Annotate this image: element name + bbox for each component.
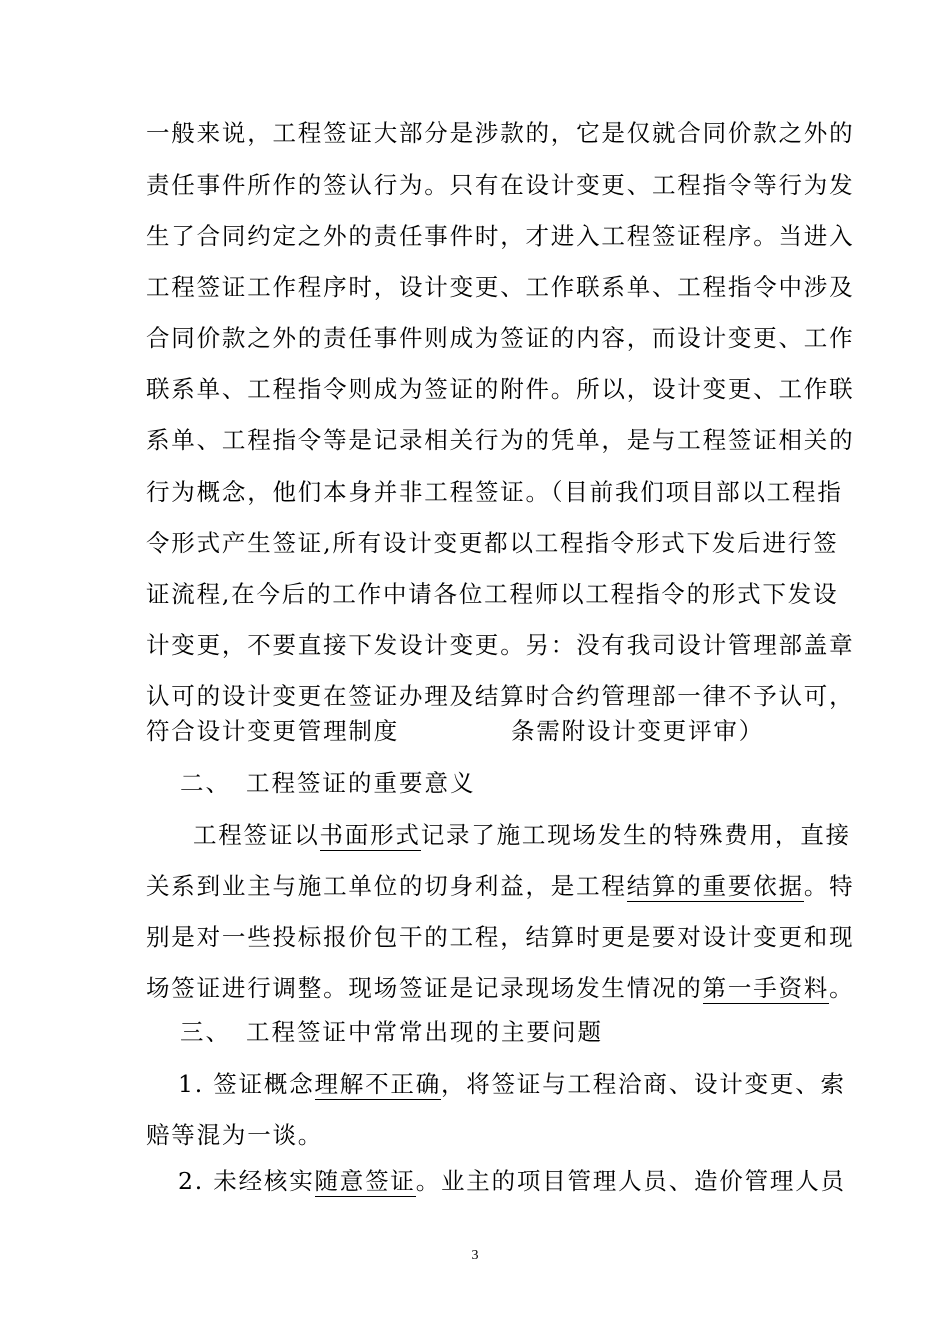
paragraph-line: 工程签证以书面形式记录了施工现场发生的特殊费用，直接 [193,821,851,849]
paragraph-line: 责任事件所作的签认行为。只有在设计变更、工程指令等行为发 [146,171,855,199]
paragraph-line: 行为概念，他们本身并非工程签证。（目前我们项目部以工程指 [146,478,843,506]
paragraph-line: 一般来说，工程签证大部分是涉款的，它是仅就合同价款之外的 [146,119,855,147]
underlined-term: 第一手资料 [702,974,830,1002]
underlined-term: 随意签证 [314,1167,416,1195]
paragraph-line: 系单、工程指令等是记录相关行为的凭单，是与工程签证相关的 [146,426,855,454]
section-number: 二、 [180,769,231,797]
paragraph-line: 工程签证工作程序时，设计变更、工作联系单、工程指令中涉及 [146,273,855,301]
section-heading-3 [180,1017,844,1047]
section-title: 工程签证中常常出现的主要问题 [246,1018,603,1046]
paragraph-line: 认可的设计变更在签证办理及结算时合约管理部一律不予认可， [146,682,855,710]
paragraph-line: 关系到业主与施工单位的切身利益，是工程结算的重要依据。特 [146,872,855,900]
paragraph-line: 合同价款之外的责任事件则成为签证的内容，而设计变更、工作 [146,324,855,352]
underlined-term: 结算的重要依据 [626,872,804,900]
paragraph-line: 联系单、工程指令则成为签证的附件。所以，设计变更、工作联 [146,375,855,403]
section-number: 三、 [180,1018,231,1046]
paragraph-line: 令形式产生签证,所有设计变更都以工程指令形式下发后进行签 [146,529,839,557]
paragraph-line [146,716,810,746]
paragraph-line: 计变更，不要直接下发设计变更。另：没有我司设计管理部盖章 [146,631,855,659]
page-number: 3 [471,1248,479,1263]
section-title: 工程签证的重要意义 [246,769,476,797]
paragraph-line: 生了合同约定之外的责任事件时，才进入工程签证程序。当进入 [146,222,855,250]
paragraph-line: 别是对一些投标报价包干的工程，结算时更是要对设计变更和现 [146,923,855,951]
list-item-1: 1. 签证概念理解不正确，将签证与工程洽商、设计变更、索 [178,1070,846,1098]
regulation-reference: 符合设计变更管理制度 [146,717,399,745]
paragraph-line: 场签证进行调整。现场签证是记录现场发生情况的第一手资料。 [146,974,855,1002]
underlined-term: 理解不正确 [314,1070,441,1098]
underlined-term: 书面形式 [319,821,421,849]
paragraph-line: 证流程,在今后的工作中请各位工程师以工程指令的形式下发设 [146,580,839,608]
list-item-2: 2. 未经核实随意签证。业主的项目管理人员、造价管理人员 [178,1167,846,1195]
regulation-clause: 条需附设计变更评审） [511,717,764,745]
section-heading-2 [180,768,844,798]
paragraph-line: 赔等混为一谈。 [146,1121,324,1149]
